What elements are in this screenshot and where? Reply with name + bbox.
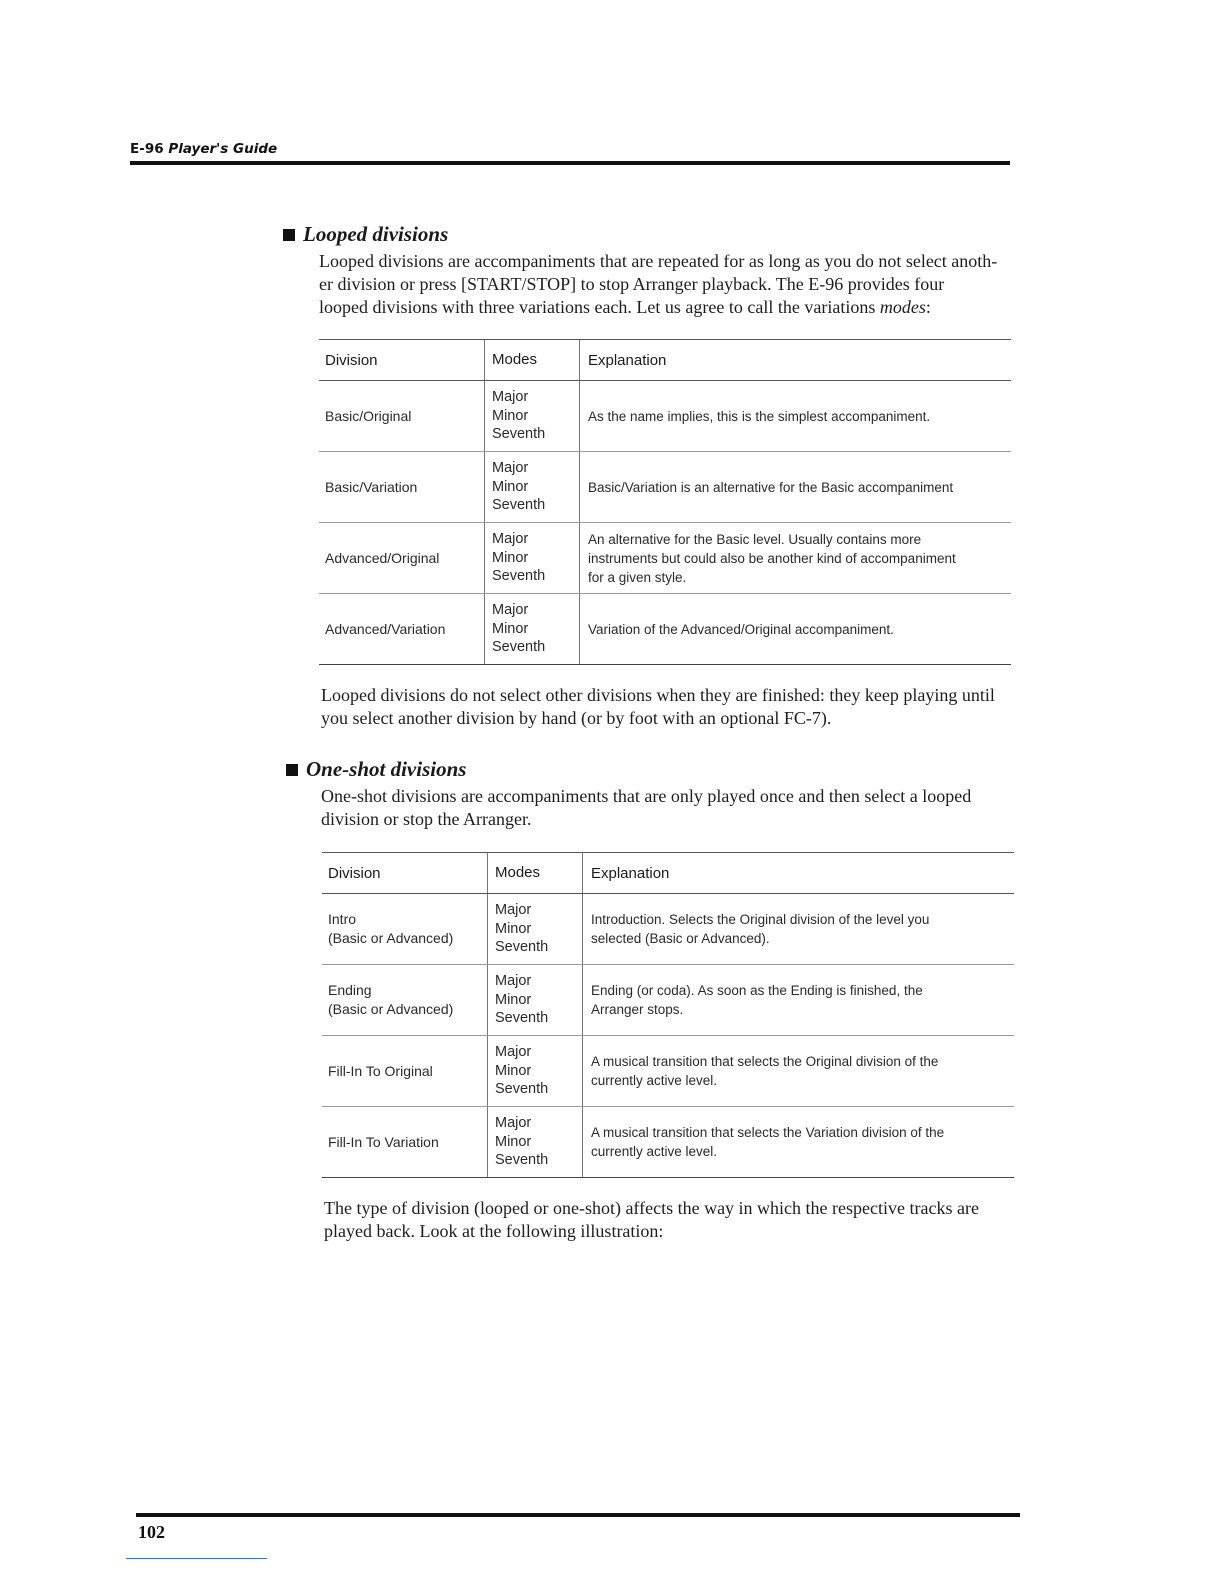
explanation-cell-line: currently active level. [591, 1073, 718, 1088]
modes-cell-line: Major [495, 973, 532, 990]
looped-after-paragraph [321, 684, 995, 730]
modes-cell [484, 594, 579, 664]
oneshot-divisions-table [322, 852, 1014, 1178]
modes-cell-line: Seventh [495, 939, 549, 956]
looped-after-line: Looped divisions do not select other divisions when they are finished: they keep playing until [321, 685, 995, 705]
oneshot-after-line: played back. Look at the following illustration: [324, 1221, 664, 1241]
table-row [319, 594, 1011, 664]
page-number: 102 [138, 1522, 165, 1542]
footer-underline [126, 1558, 267, 1559]
looped-intro-line: Looped divisions are accompaniments that are repeated for as long as you do not select anoth- [319, 251, 998, 271]
explanation-cell-line: Introduction. Selects the Original division of the level you [591, 912, 930, 927]
looped-intro-line: er division or press [START/STOP] to stop Arranger playback. The E-96 provides four [319, 274, 945, 294]
modes-cell [487, 1107, 582, 1177]
header-division: Division [328, 864, 381, 882]
modes-cell-line: Major [495, 902, 532, 919]
explanation-cell-line: A musical transition that selects the Variation division of the [591, 1125, 945, 1140]
looped-heading-text: Looped divisions [303, 222, 449, 246]
table-row [319, 523, 1011, 594]
division-cell-line: Fill-In To Original [328, 1062, 433, 1079]
header-modes: Modes [484, 340, 579, 380]
modes-cell [484, 452, 579, 522]
modes-cell-line: Minor [495, 920, 532, 937]
division-cell-line: Basic/Original [325, 407, 412, 424]
division-cell-line: Fill-In To Variation [328, 1133, 439, 1150]
looped-divisions-heading [283, 222, 448, 247]
modes-cell [484, 381, 579, 451]
explanation-cell-line: Arranger stops. [591, 1002, 684, 1017]
looped-intro-paragraph [319, 250, 997, 319]
oneshot-intro-paragraph [321, 785, 971, 831]
footer-rule [136, 1513, 1020, 1517]
division-cell [322, 1036, 487, 1106]
division-cell [319, 594, 484, 664]
explanation-cell-line: selected (Basic or Advanced). [591, 931, 770, 946]
table-header-row [322, 853, 1014, 894]
oneshot-after-paragraph [324, 1197, 979, 1243]
looped-after-line: you select another division by hand (or by foot with an optional FC-7). [321, 708, 832, 728]
explanation-cell-line: A musical transition that selects the Original division of the [591, 1054, 939, 1069]
division-cell [319, 452, 484, 522]
oneshot-after-line: The type of division (looped or one-shot) affects the way in which the respective tracks are [324, 1198, 979, 1218]
explanation-cell [582, 1107, 1014, 1177]
table-row [322, 965, 1014, 1036]
modes-cell-line: Minor [495, 1133, 532, 1150]
modes-cell-line: Seventh [492, 639, 546, 656]
explanation-cell [582, 894, 1014, 964]
explanation-cell [579, 523, 1011, 593]
oneshot-divisions-heading [286, 757, 466, 782]
table-row [319, 452, 1011, 523]
header-modes: Modes [487, 853, 582, 893]
division-cell-line: Intro [328, 911, 357, 927]
modes-cell-line: Major [492, 531, 529, 548]
explanation-cell-line: An alternative for the Basic level. Usually contains more [588, 531, 922, 547]
header-division: Division [325, 351, 378, 369]
modes-cell-line: Major [495, 1115, 532, 1132]
product-name: E-96 [130, 141, 164, 157]
division-cell-line: Basic/Variation [325, 478, 418, 495]
modes-cell-line: Minor [495, 991, 532, 1008]
table-header-row [319, 340, 1011, 381]
modes-cell-line: Minor [495, 1062, 532, 1079]
explanation-cell-line: for a given style. [588, 569, 687, 585]
division-cell-line: (Basic or Advanced) [328, 1001, 454, 1017]
intro-colon: : [925, 297, 931, 317]
division-cell [322, 965, 487, 1035]
explanation-cell [579, 594, 1011, 664]
header-rule [130, 161, 1010, 165]
modes-cell-line: Seventh [495, 1152, 549, 1169]
modes-cell [484, 523, 579, 593]
table-row [319, 381, 1011, 452]
running-header [130, 141, 277, 157]
division-cell [322, 1107, 487, 1177]
division-cell [319, 523, 484, 593]
looped-intro-line-text: looped divisions with three variations each. Let us agree to call the variations [319, 297, 880, 317]
table-row [322, 1107, 1014, 1177]
modes-cell [487, 965, 582, 1035]
modes-cell-line: Major [495, 1044, 532, 1061]
table-row [322, 1036, 1014, 1107]
explanation-cell [579, 452, 1011, 522]
modes-cell [487, 894, 582, 964]
square-bullet-icon [286, 764, 298, 776]
header-explanation: Explanation [579, 340, 1011, 380]
modes-cell-line: Minor [492, 549, 529, 566]
oneshot-intro-line: division or stop the Arranger. [321, 809, 532, 829]
oneshot-intro-line: One-shot divisions are accompaniments that are only played once and then select a looped [321, 786, 972, 806]
explanation-cell-line: Ending (or coda). As soon as the Ending is finished, the [591, 983, 923, 998]
modes-cell-line: Minor [492, 407, 529, 424]
explanation-cell-line: currently active level. [591, 1144, 718, 1159]
modes-cell-line: Minor [492, 620, 529, 637]
square-bullet-icon [283, 229, 295, 241]
looped-divisions-table [319, 339, 1011, 665]
looped-intro-line [319, 296, 997, 319]
division-cell [322, 894, 487, 964]
division-cell-line: Advanced/Original [325, 549, 440, 566]
division-cell-line: Advanced/Variation [325, 620, 446, 637]
modes-cell-line: Major [492, 602, 529, 619]
explanation-cell-line: instruments but could also be another kind of accompaniment [588, 550, 956, 566]
explanation-cell [579, 381, 1011, 451]
division-cell-line: Ending [328, 982, 372, 998]
modes-cell [487, 1036, 582, 1106]
modes-cell-line: Major [492, 389, 529, 406]
guide-title: Player's Guide [168, 141, 278, 157]
explanation-cell-line: Basic/Variation is an alternative for the Basic accompaniment [588, 479, 954, 495]
modes-cell-line: Seventh [495, 1010, 549, 1027]
modes-cell-line: Seventh [495, 1081, 549, 1098]
explanation-cell-line: As the name implies, this is the simplest accompaniment. [588, 408, 931, 424]
modes-cell-line: Seventh [492, 497, 546, 514]
division-cell-line: (Basic or Advanced) [328, 930, 454, 946]
explanation-cell [582, 965, 1014, 1035]
explanation-cell-line: Variation of the Advanced/Original accompaniment. [588, 621, 894, 637]
division-cell [319, 381, 484, 451]
oneshot-heading-text: One-shot divisions [306, 757, 467, 781]
explanation-cell [582, 1036, 1014, 1106]
modes-cell-line: Seventh [492, 568, 546, 585]
modes-cell-line: Major [492, 460, 529, 477]
modes-cell-line: Seventh [492, 426, 546, 443]
modes-cell-line: Minor [492, 478, 529, 495]
header-explanation: Explanation [582, 853, 1014, 893]
modes-emphasis: modes [879, 297, 926, 317]
table-row [322, 894, 1014, 965]
